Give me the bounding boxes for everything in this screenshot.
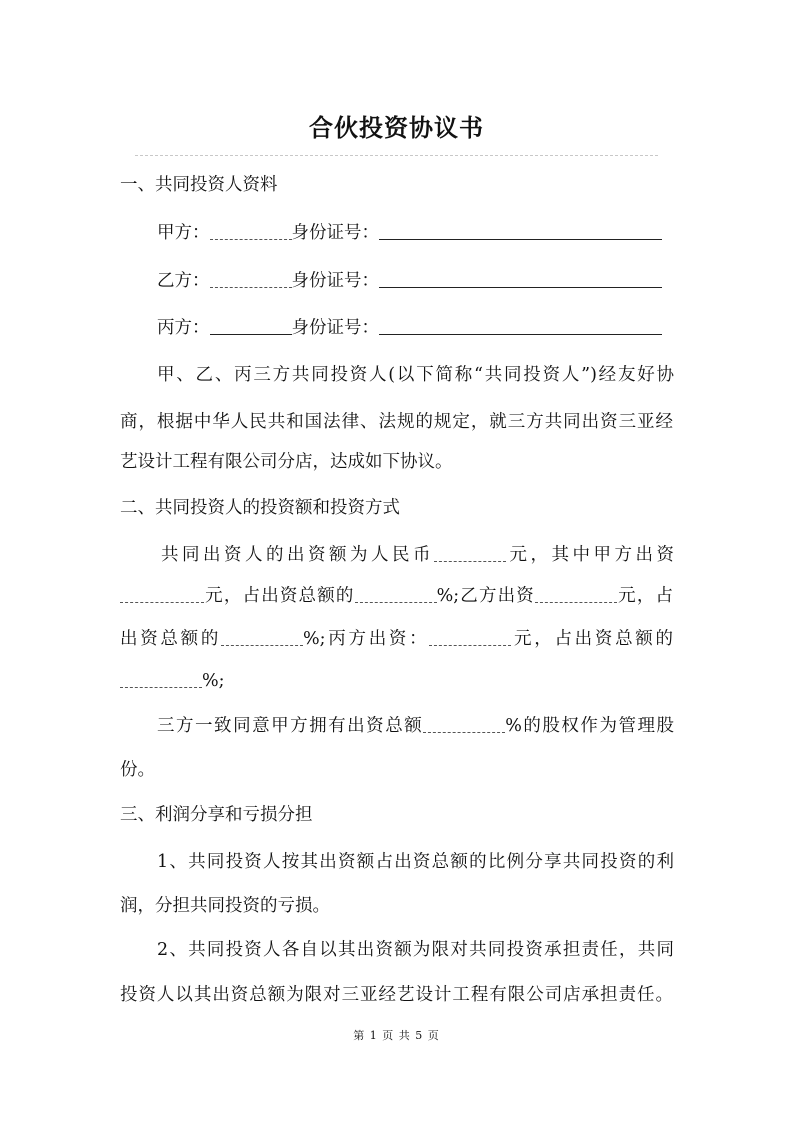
investment-line-3 <box>120 627 673 651</box>
party-a-percent-blank[interactable] <box>355 584 437 603</box>
party-c-id-label: 身份证号： <box>291 318 379 338</box>
party-c-id-blank[interactable] <box>379 316 662 335</box>
party-b-row <box>157 269 674 293</box>
party-b-amount-blank[interactable] <box>535 584 617 603</box>
profit-item1-line2: 润，分担共同投资的亏损。 <box>120 896 330 916</box>
investment-text-2a: 元，占出资总额的 <box>204 586 355 606</box>
profit-item1-line1: 1、共同投资人按其出资额占出资总额的比例分享共同投资的利 <box>157 852 674 872</box>
investment-text-1a: 共同出资人的出资额为人民币 <box>161 545 434 565</box>
party-a-label: 甲方： <box>157 223 210 243</box>
party-b-id-label: 身份证号： <box>291 271 379 291</box>
investment-line-4 <box>120 669 673 693</box>
investment-text-2b: %;乙方出资 <box>436 586 535 606</box>
party-a-amount-blank[interactable] <box>120 584 204 603</box>
party-a-row <box>157 221 674 245</box>
investment-line-2 <box>120 584 673 608</box>
party-b-id-blank[interactable] <box>379 269 662 288</box>
intro-line-3: 艺设计工程有限公司分店，达成如下协议。 <box>120 452 453 472</box>
party-a-id-label: 身份证号： <box>291 223 379 243</box>
section2-heading: 二、共同投资人的投资额和投资方式 <box>120 498 400 518</box>
document-title: 合伙投资协议书 <box>309 113 484 142</box>
party-b-name-blank[interactable] <box>210 269 292 288</box>
total-amount-blank[interactable] <box>434 543 506 562</box>
investment-line-1 <box>161 543 674 567</box>
title-divider <box>135 155 658 156</box>
investment-text-3c: 元，占出资总额的 <box>511 629 673 649</box>
section3-heading: 三、利润分享和亏损分担 <box>120 805 313 825</box>
party-a-name-blank[interactable] <box>210 221 292 240</box>
party-c-label: 丙方： <box>157 318 210 338</box>
intro-line-1: 甲、乙、丙三方共同投资人(以下简称“共同投资人”)经友好协 <box>157 365 674 385</box>
investment-text-3a: 出资总额的 <box>120 629 222 649</box>
page-footer: 第 1 页 共 5 页 <box>353 1029 440 1042</box>
management-percent-blank[interactable] <box>423 714 505 733</box>
investment-text-2c: 元，占 <box>616 586 674 606</box>
management-text-a: 三方一致同意甲方拥有出资总额 <box>157 716 424 736</box>
party-b-label: 乙方： <box>157 271 210 291</box>
party-c-amount-blank[interactable] <box>429 627 511 646</box>
profit-item2-line2: 投资人以其出资总额为限对三亚经艺设计工程有限公司店承担责任。 <box>120 985 673 1005</box>
party-c-percent-blank[interactable] <box>120 669 202 688</box>
section1-heading: 一、共同投资人资料 <box>120 175 278 195</box>
profit-item2-line1: 2、共同投资人各自以其出资额为限对共同投资承担责任，共同 <box>157 940 674 960</box>
management-text-b: %的股权作为管理股 <box>505 716 674 736</box>
investment-text-4a: %; <box>202 671 225 691</box>
management-share-line <box>157 714 674 738</box>
party-c-name-blank[interactable] <box>210 316 292 335</box>
party-a-id-blank[interactable] <box>379 221 662 240</box>
management-share-line-2: 份。 <box>120 760 155 780</box>
investment-text-3b: %;丙方出资： <box>303 629 430 649</box>
intro-line-2: 商，根据中华人民共和国法律、法规的规定，就三方共同出资三亚经 <box>120 412 673 432</box>
party-b-percent-blank[interactable] <box>221 627 303 646</box>
investment-text-1b: 元，其中甲方出资 <box>506 545 674 565</box>
party-c-row <box>157 316 674 340</box>
